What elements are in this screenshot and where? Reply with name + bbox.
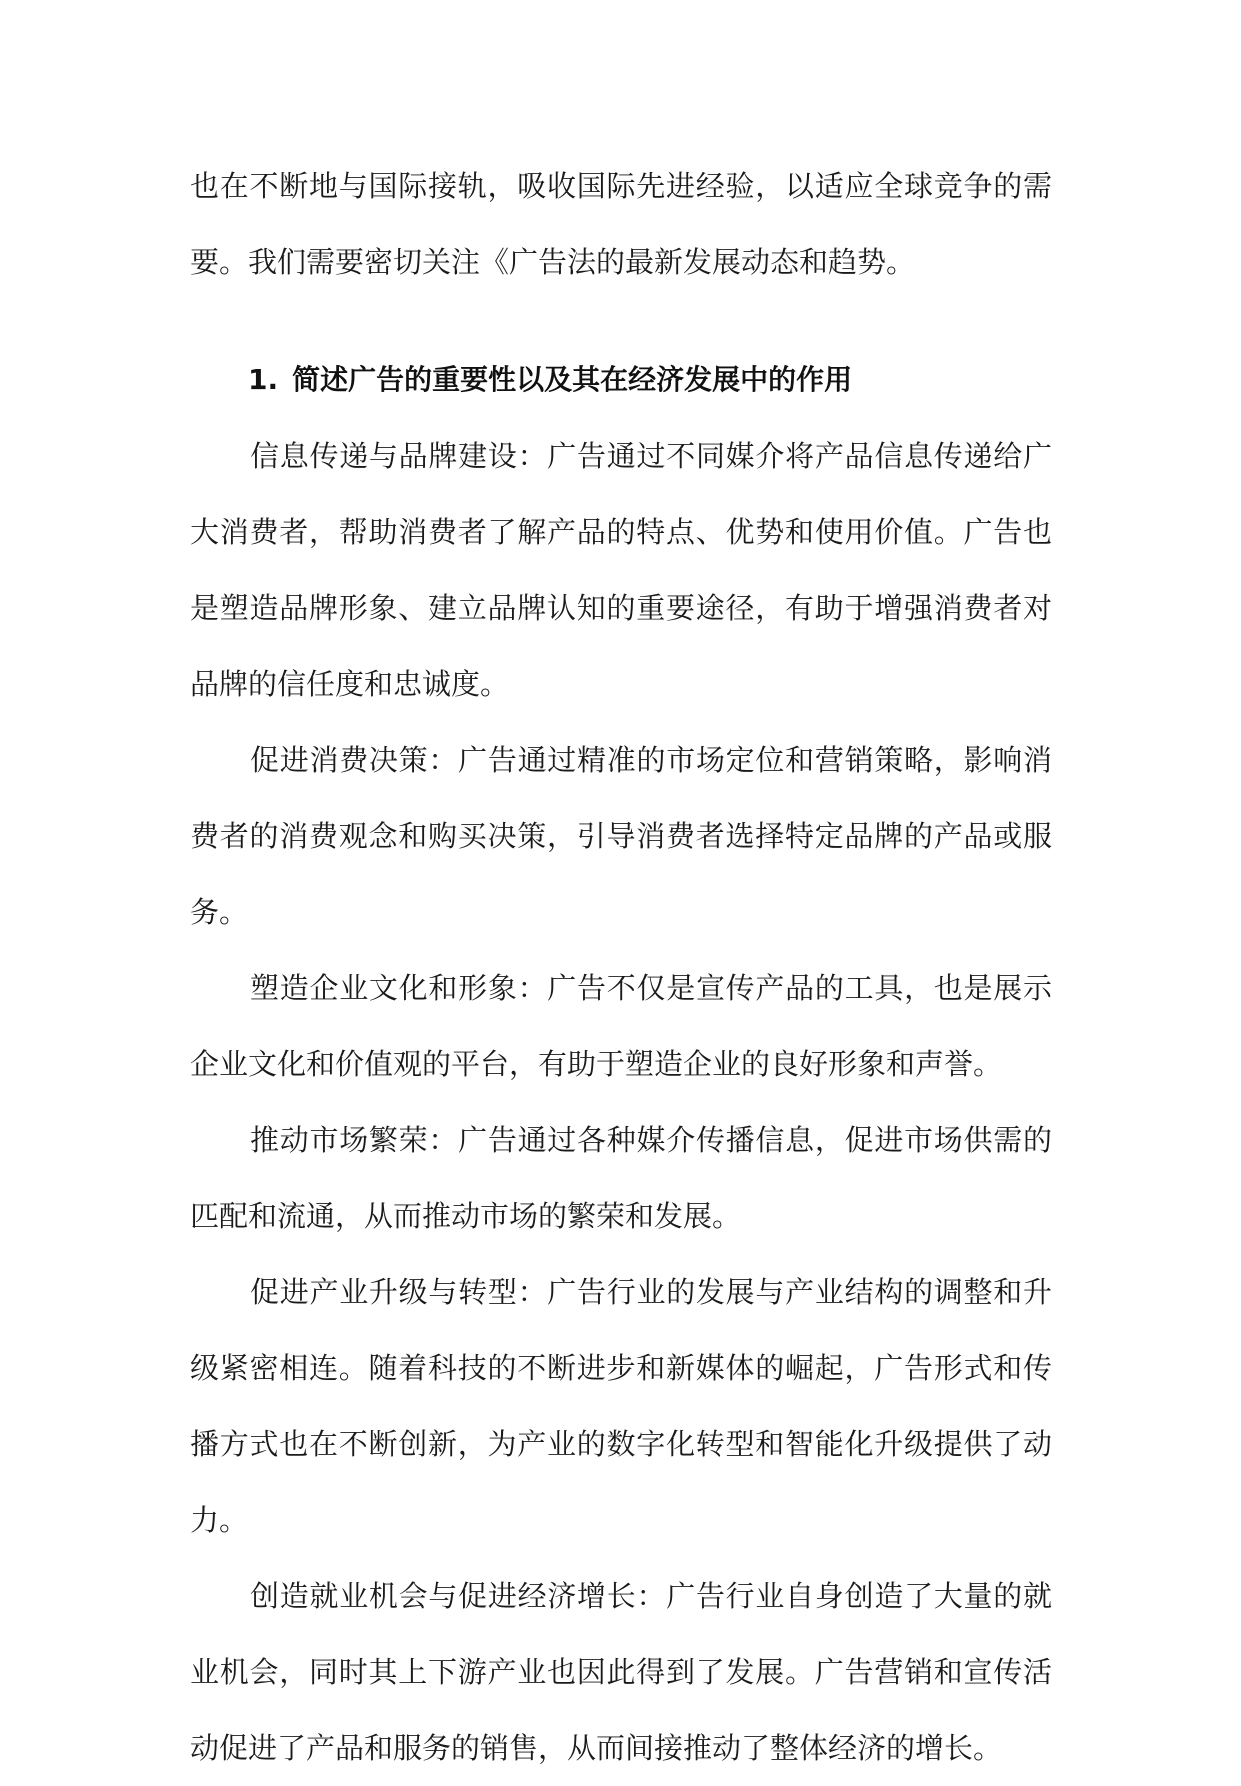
paragraph-consumption-decisions: 促进消费决策：广告通过精准的市场定位和营销策略，影响消费者的消费观念和购买决策，引导消费者选择特定品牌的产品或服务。 (190, 743, 1052, 929)
paragraph-information-and-branding: 信息传递与品牌建设：广告通过不同媒介将产品信息传递给广大消费者，帮助消费者了解产品的特点、优势和使用价值。广告也是塑造品牌形象、建立品牌认知的重要途径，有助于增强消费者对品牌的信任度和忠诚度。 (190, 439, 1052, 701)
section-number: 1. (248, 363, 279, 396)
section-title: 简述广告的重要性以及其在经济发展中的作用 (292, 363, 853, 396)
paragraph-employment-and-growth: 创造就业机会与促进经济增长：广告行业自身创造了大量的就业机会，同时其上下游产业也因此得到了发展。广告营销和宣传活动促进了产品和服务的销售，从而间接推动了整体经济的增长。 (190, 1579, 1052, 1765)
document-body (190, 148, 1052, 1786)
paragraph-market-prosperity: 推动市场繁荣：广告通过各种媒介传播信息，促进市场供需的匹配和流通，从而推动市场的繁荣和发展。 (190, 1123, 1052, 1233)
paragraph-industrial-upgrade: 促进产业升级与转型：广告行业的发展与产业结构的调整和升级紧密相连。随着科技的不断进步和新媒体的崛起，广告形式和传播方式也在不断创新，为产业的数字化转型和智能化升级提供了动力。 (190, 1275, 1052, 1537)
intro-paragraph: 也在不断地与国际接轨，吸收国际先进经验，以适应全球竞争的需要。我们需要密切关注《广告法的最新发展动态和趋势。 (190, 169, 1052, 279)
section-heading (190, 342, 1052, 418)
paragraph-corporate-culture: 塑造企业文化和形象：广告不仅是宣传产品的工具，也是展示企业文化和价值观的平台，有助于塑造企业的良好形象和声誉。 (190, 971, 1052, 1081)
